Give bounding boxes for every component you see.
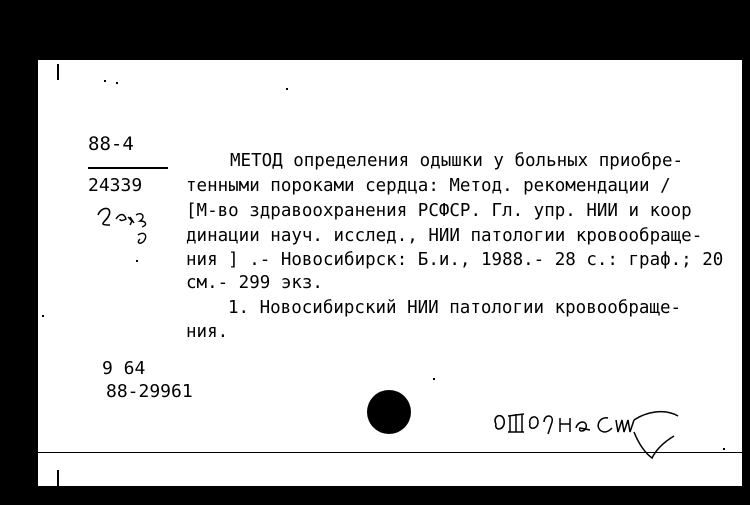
left-edge-mark-top <box>57 64 59 80</box>
scan-speck <box>136 260 138 262</box>
entry-line-6: см.- 299 экз. <box>186 273 323 293</box>
entry-line-1: МЕТОД определения одышки у больных приобре- <box>230 151 684 171</box>
inventory-number: 24339 <box>88 175 143 196</box>
subject-line-2: ния. <box>186 322 229 342</box>
catalog-card <box>38 60 750 486</box>
scan-speck <box>723 448 725 450</box>
entry-line-3: [М-во здравоохранения РСФСР. Гл. упр. НИИ и коор <box>186 201 692 221</box>
entry-line-2: тенными пороками сердца: Метод. рекомендации / <box>186 176 671 196</box>
scan-speck <box>116 82 118 84</box>
scan-speck <box>42 315 44 317</box>
card-bottom-rule <box>38 452 750 453</box>
entry-line-5: ния ] .- Новосибирск: Б.и., 1988.- 28 с.: граф.; 20 <box>186 250 724 270</box>
punch-hole <box>367 390 411 434</box>
handwritten-copies-note <box>90 195 160 255</box>
scan-speck <box>104 80 106 82</box>
entry-line-4: динации науч. исслед., НИИ патологии кровообраще- <box>186 226 703 246</box>
call-number: 88-4 <box>88 133 134 155</box>
left-edge-mark-bottom <box>57 470 59 486</box>
accession-number: 88-29961 <box>106 381 193 402</box>
scan-speck <box>286 88 288 90</box>
scan-speck <box>433 378 435 380</box>
handwritten-signature <box>488 398 688 468</box>
shelf-code: 9 64 <box>102 358 146 379</box>
call-number-divider <box>88 167 168 169</box>
subject-line-1: 1. Новосибирский НИИ патологии кровообраще- <box>228 298 682 318</box>
scan-right-border <box>742 60 750 486</box>
